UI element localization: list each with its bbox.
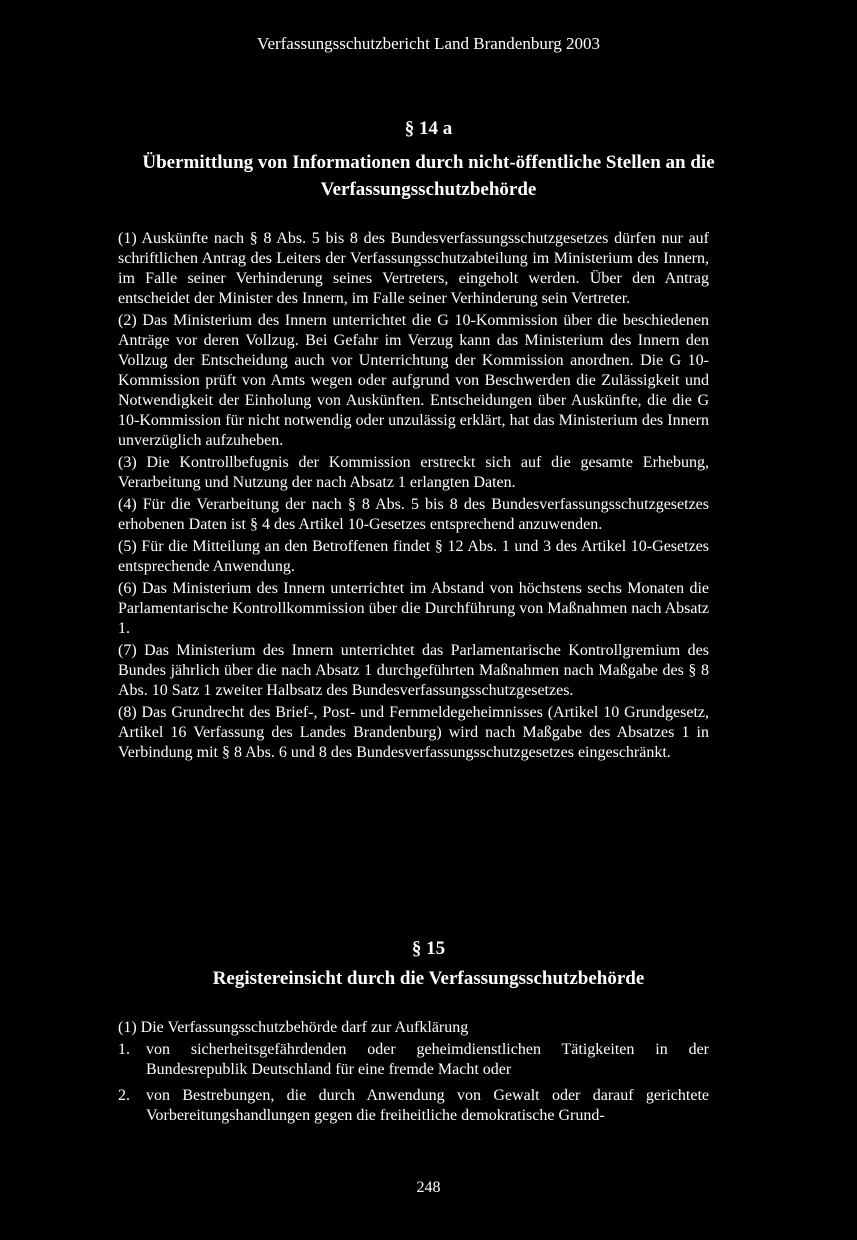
- section-15-body: [118, 1018, 709, 1132]
- list-item-text: von Bestrebungen, die durch Anwendung von Gewalt oder darauf gerichtete Vorbereitungshandlungen gegen die freiheitliche demokratische Grund-: [146, 1087, 709, 1124]
- paragraph-7: (7) Das Ministerium des Innern unterrichtet das Parlamentarische Kontrollgremium des Bundes jährlich über die nach Absatz 1 durchgeführten Maßnahmen nach Maßgabe des § 8 Abs. 10 Satz 1 zweiter Halbsatz des Bundesverfassungsschutzgesetzes.: [118, 642, 709, 699]
- section-15-title: Registereinsicht durch die Verfassungsschutzbehörde: [212, 968, 645, 989]
- paragraph-5: (5) Für die Mitteilung an den Betroffenen findet § 12 Abs. 1 und 3 des Artikel 10-Gesetzes entsprechende Anwendung.: [118, 538, 709, 575]
- section-14a-body: [118, 229, 709, 765]
- section-14a-number: § 14 a: [404, 118, 453, 139]
- running-header: Verfassungsschutzbericht Land Brandenburg 2003: [257, 34, 600, 53]
- section-14a-title: Übermittlung von Informationen durch nicht-öffentliche Stellen an die Verfassungsschutzbehörde: [142, 152, 715, 200]
- paragraph-1: (1) Auskünfte nach § 8 Abs. 5 bis 8 des Bundesverfassungsschutzgesetzes dürfen nur auf schriftlichen Antrag des Leiters der Verfassungsschutzabteilung im Ministerium des Innern, im Falle seiner Verhinderung seines Vertreters, eingeholt werden. Über den Antrag entscheidet der Minister des Innern, im Falle seiner Verhinderung sein Vertreter.: [118, 230, 709, 307]
- page-number: 248: [416, 1179, 441, 1196]
- list-item-number: 2.: [118, 1087, 130, 1104]
- paragraph-6: (6) Das Ministerium des Innern unterrichtet im Abstand von höchstens sechs Monaten die Parlamentarische Kontrollkommission über die Durchführung von Maßnahmen nach Absatz 1.: [118, 580, 709, 637]
- section-15-number: § 15: [411, 938, 446, 959]
- list-item-number: 1.: [118, 1041, 130, 1058]
- paragraph-2: (2) Das Ministerium des Innern unterrichtet die G 10-Kommission über die beschiedenen Anträge vor deren Vollzug. Bei Gefahr im Verzug kann das Ministerium des Innern den Vollzug der Entscheidung auch vor Unterrichtung der Kommission anordnen. Die G 10-Kommission prüft von Amts wegen oder aufgrund von Beschwerden die Zulässigkeit und Notwendigkeit der Einholung von Auskünften. Entscheidungen über Auskünfte, die die G 10-Kommission für nicht notwendig oder unzulässig erklärt, hat das Ministerium des Innern unverzüglich aufzuheben.: [118, 312, 709, 449]
- list-item: [118, 1040, 709, 1080]
- paragraph-3: (3) Die Kontrollbefugnis der Kommission erstreckt sich auf die gesamte Erhebung, Verarbeitung und Nutzung der nach Absatz 1 erlangten Daten.: [118, 454, 709, 491]
- paragraph-4: (4) Für die Verarbeitung der nach § 8 Abs. 5 bis 8 des Bundesverfassungsschutzgesetzes erhobenen Daten ist § 4 des Artikel 10-Gesetzes entsprechend anzuwenden.: [118, 496, 709, 533]
- list-item-text: von sicherheitsgefährdenden oder geheimdienstlichen Tätigkeiten in der Bundesrepublik Deutschland für eine fremde Macht oder: [146, 1041, 709, 1078]
- section-15-intro: (1) Die Verfassungsschutzbehörde darf zur Aufklärung: [118, 1019, 469, 1036]
- paragraph-8: (8) Das Grundrecht des Brief-, Post- und Fernmeldegeheimnisses (Artikel 10 Grundgesetz, Artikel 16 Verfassung des Landes Brandenburg) wird nach Maßgabe des Absatzes 1 in Verbindung mit § 8 Abs. 6 und 8 des Bundesverfassungsschutzgesetzes eingeschränkt.: [118, 704, 709, 761]
- list-item: [118, 1086, 709, 1126]
